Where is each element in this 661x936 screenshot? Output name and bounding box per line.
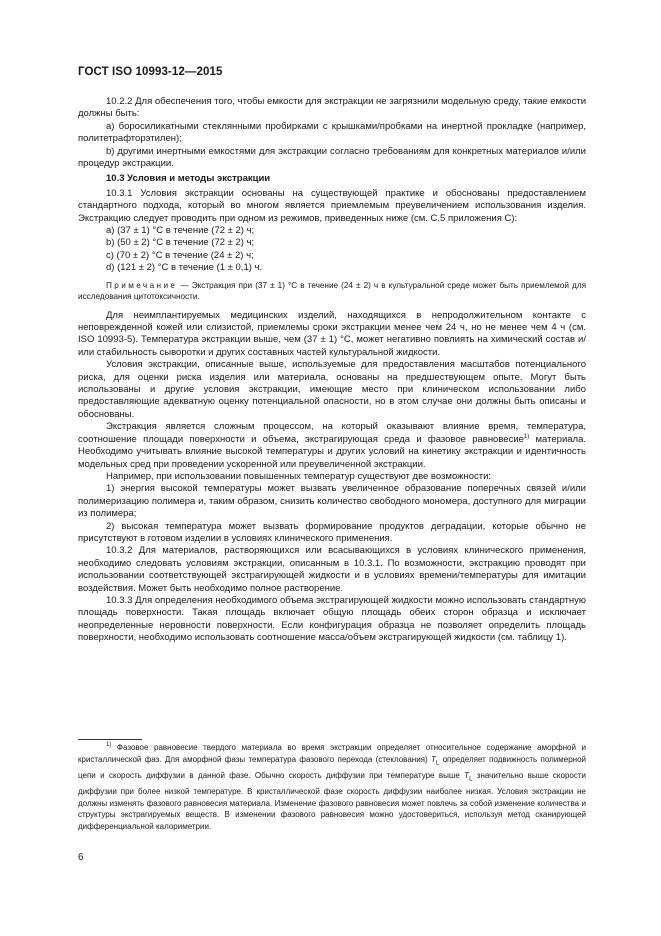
- footnote-text: [78, 742, 586, 832]
- paragraph-nonimplantable: Для неимплантируемых медицинских изделий, находящихся в непродолжительном контакте с неповрежденной кожей или слизистой, приемлемы сроки экстракции менее чем 24 ч, но не менее чем 4 ч (см. ISO 10993-5). Температура экстракции выше, чем (37 ± 1) °С, может негативно повлиять на химический состав и/или стабильность сыворотки и других составных частей культуральной жидкости.: [78, 309, 586, 358]
- paragraph-conditions: Условия экстракции, описанные выше, используемые для предоставления масштабов потенциального риска, для оценки риска изделия или материала, основаны на предшествующем опыте. Могут быть использованы и другие условия экстракции, имеющие место при клиническом использовании либо предоставляющие адекватную оценку потенциальной опасности, но в этом случае они должны быть описаны и обоснованы.: [78, 359, 586, 420]
- footnote-symbol-t-2: T: [464, 770, 470, 780]
- paragraph-example: Например, при использовании повышенных температур существуют две возможности:: [106, 470, 492, 482]
- paragraph-possibility-1: 1) энергия высокой температуры может вызвать увеличенное образование поперечных связей и/или полимеризацию полимера и, таким образом, снизить количество свободного мономера, доступного для миграции из полимера;: [78, 483, 586, 520]
- footnote-part-1: Фазовое равновесие твердого материала во время экстракции определяет относительное содержание аморфной и кристаллической фаз. Для аморфной фазы температура фазового перехода (стеклования): [78, 743, 586, 764]
- note-text: — Экстракция при (37 ± 1) °С в течение (24 ± 2) ч в культуральной среде может быть приемлемой для исследования цитотоксичности.: [78, 280, 586, 301]
- condition-c: c) (70 ± 2) °С в течение (24 ± 2) ч;: [106, 249, 254, 261]
- condition-d: d) (121 ± 2) °С в течение (1 ± 0,1) ч.: [106, 262, 263, 274]
- footnote-reference: 1): [523, 433, 530, 440]
- extraction-conditions-list: [78, 225, 586, 275]
- note-label: Примечание: [106, 280, 178, 290]
- page-number: 6: [78, 852, 84, 863]
- paragraph-10-3-1: 10.3.1 Условия экстракции основаны на существующей практике и обоснованы предоставлением стандартного подхода, который во многом является приемлемым преувеличением использования изделия. Экстракцию следует проводить при одном из режимов, приведенных ниже (см. С.5 приложения С):: [78, 187, 586, 224]
- paragraph-complex-process: [78, 421, 586, 471]
- document-body: [78, 96, 586, 645]
- standard-header: ГОСТ ISO 10993-12—2015: [78, 66, 223, 78]
- paragraph-possibility-2: 2) высокая температура может вызвать формирование продуктов деградации, которые обычно не присутствуют в готовом изделии в условиях клинического применения.: [78, 520, 586, 544]
- section-heading-10-3: 10.3 Условия и методы экстракции: [106, 173, 271, 185]
- note: [78, 280, 586, 302]
- paragraph-10-3-2: 10.3.2 Для материалов, растворяющихся или всасывающихся в условиях клинического применения, необходимо следовать условиям экстракции, описанным в 10.3.1. По возможности, экстракцию проводят при использовании соответствующей экстрагирующей жидкости и в условиях времени/температуры для имитации воздействия. Может быть необходимо полное растворение.: [78, 545, 586, 594]
- footnote-symbol-l: L: [435, 760, 440, 767]
- list-item-b: b) другими инертными емкостями для экстракции согласно требованиям для конкретных материалов и/или процедур экстракции.: [78, 145, 586, 170]
- paragraph-complex-part-1: Экстракция является сложным процессом, на который оказывают влияние время, температура, соотношение площади поверхности и объема, экстрагирующая среда и фазовое равновесие: [78, 421, 586, 445]
- paragraph-complex-part-2: материала. Необходимо учитывать влияние высокой температуры и других условий на кинетику экстракции и идентичность модельных сред при проведении ускоренной или преувеличенной экстракции.: [78, 433, 586, 470]
- paragraph-10-2-2: 10.2.2 Для обеспечения того, чтобы емкости для экстракции не загрязнили модельную среду, такие емкости должны быть:: [78, 96, 586, 120]
- footnote-part-3: значительно выше скорости диффузии при более низкой температуре. В кристаллической фазе скорость диффузии наиболее низкая. Условия экстракции не должны изменять фазового равновесия материала. Изменение фазового равновесия может повлечь за собой изменение количества и структуры экстрагируемых веществ. В изменении фазового равновесия можно удостовериться, используя метод сканирующей дифференциальной калориметрии.: [78, 770, 586, 831]
- paragraph-10-3-3: 10.3.3 Для определения необходимого объема экстрагирующей жидкости можно использовать стандартную площадь поверхности. Такая площадь включает общую площадь обеих сторон образца и исключает неопределенные неровности поверхности. Если конфигурация образца не позволяет определить площадь поверхности, необходимо использовать соотношение масса/объем экстрагирующей жидкости (см. таблицу 1).: [78, 594, 586, 644]
- footnote-part-2: определяет подвижность полимерной цепи и скорость диффузии в данной фазе. Обычно скорость диффузии при температуре выше: [78, 754, 587, 780]
- condition-b: b) (50 ± 2) °С в течение (72 ± 2) ч;: [106, 237, 255, 249]
- footnote: [78, 742, 586, 832]
- footnote-marker: 1): [106, 742, 112, 748]
- footnote-symbol-t: T: [431, 754, 436, 764]
- list-item-a: a) боросиликатными стеклянными пробирками с крышками/пробками на инертной прокладке (например, политетрафторэтилен);: [78, 120, 586, 145]
- footnote-symbol-l-2: L: [469, 776, 473, 783]
- condition-a: a) (37 ± 1) °С в течение (72 ± 2) ч;: [106, 225, 255, 237]
- footnote-separator: [78, 739, 142, 740]
